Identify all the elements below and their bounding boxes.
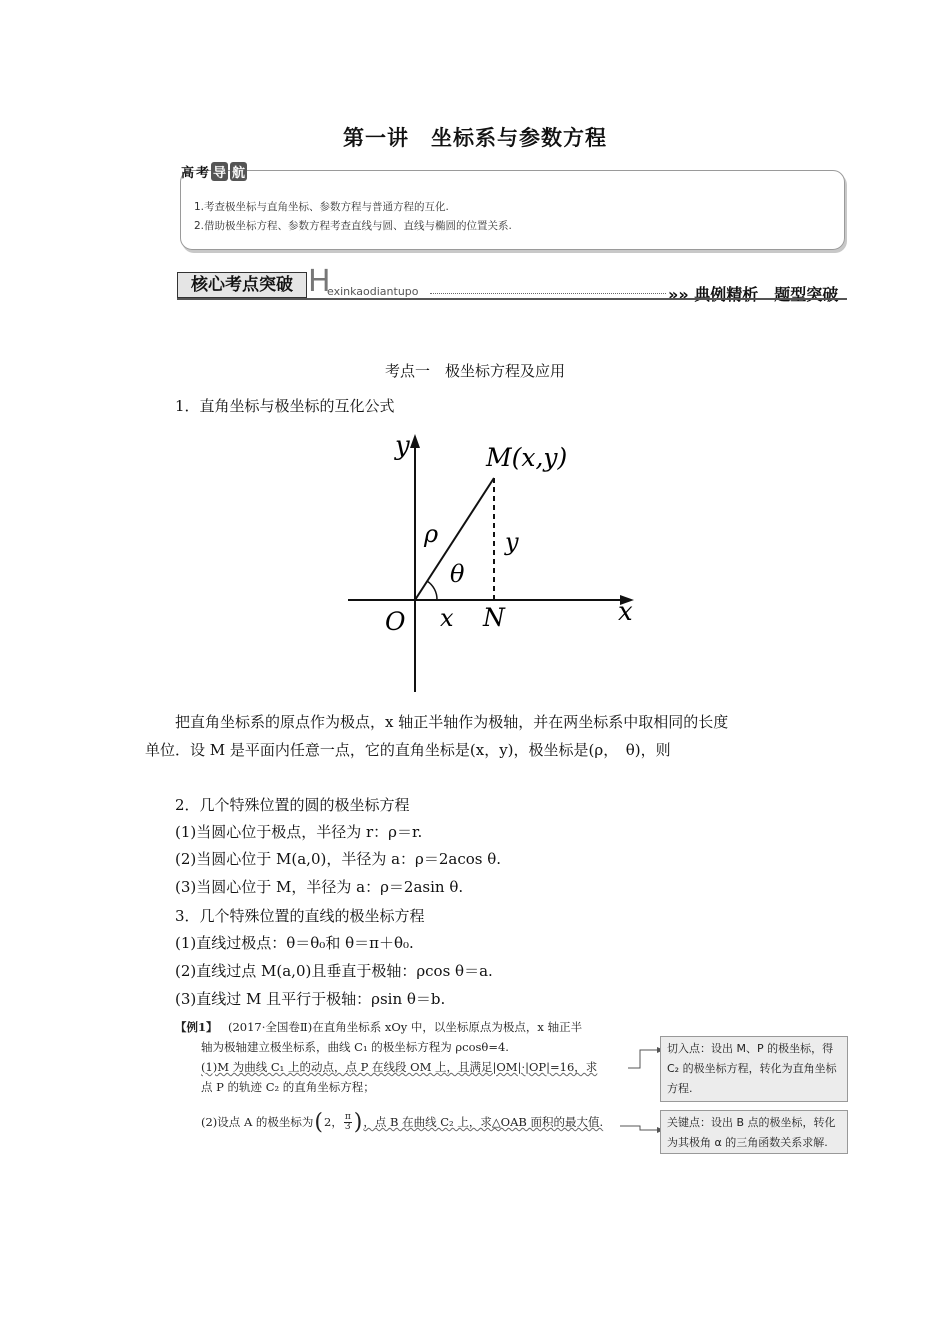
connector-line: [620, 1126, 660, 1130]
paren-left-icon: (: [314, 1110, 323, 1135]
origin-label: O: [385, 607, 406, 636]
example-line4: 点 P 的轨迹 C₂ 的直角坐标方程；: [201, 1080, 375, 1094]
example-line3: (1)M 为曲线 C₁ 上的动点，点 P 在线段 OM 上，且满足|OM|·|OP|=16，求: [201, 1060, 598, 1074]
fraction-denominator: 3: [344, 1122, 351, 1132]
connector-line: [628, 1050, 660, 1068]
y-arrow-icon: [410, 434, 420, 448]
divider: [177, 298, 847, 300]
polar-diagram: [340, 430, 650, 695]
example-line5-prefix: (2)设点 A 的极坐标为: [201, 1115, 314, 1129]
note-entry-point: 切入点：设出 M、P 的极坐标，得 C₂ 的极坐标方程，转化为直角坐标方程.: [660, 1036, 848, 1102]
angle-arc: [427, 581, 437, 600]
core-pinyin: exinkaodiantupo: [327, 285, 419, 298]
x-segment-label: x: [440, 604, 454, 632]
example-line5: [201, 1110, 604, 1135]
point-m-label: M(x,y): [486, 443, 568, 472]
fraction-numerator: π: [344, 1112, 351, 1122]
fraction: [344, 1113, 352, 1132]
paren-right-icon: ): [353, 1110, 363, 1135]
gaokao-tab-char: 高: [181, 165, 195, 181]
gaokao-tab: [181, 161, 247, 181]
example-line2: 轴为极轴建立极坐标系，曲线 C₁ 的极坐标方程为 ρcosθ=4.: [201, 1040, 509, 1054]
item2-heading: 2．几个特殊位置的圆的极坐标方程: [175, 796, 410, 814]
example-line1: (2017·全国卷Ⅱ)在直角坐标系 xOy 中，以坐标原点为极点，x 轴正半: [228, 1020, 583, 1034]
gaokao-tab-char: 航: [230, 162, 247, 181]
para1-line1: 把直角坐标系的原点作为极点，x 轴正半轴作为极轴，并在两坐标系中取相同的长度: [175, 713, 729, 731]
x-axis-label: x: [618, 597, 633, 627]
n-label: N: [483, 603, 505, 632]
gaokao-tab-char: 考: [196, 165, 210, 181]
item2-line2: (2)当圆心位于 M(a,0)，半径为 a：ρ＝2acos θ.: [175, 850, 502, 868]
theta-label: θ: [450, 560, 465, 588]
core-big-letter: H: [308, 264, 331, 299]
page-title: 第一讲 坐标系与参数方程: [343, 126, 607, 150]
item2-line3: (3)当圆心位于 M，半径为 a：ρ＝2asin θ.: [175, 878, 464, 896]
point-a-rho: 2，: [324, 1115, 343, 1129]
item3-line1: (1)直线过极点：θ＝θ₀和 θ＝π＋θ₀.: [175, 934, 414, 952]
note-connectors: [620, 1040, 665, 1145]
item1-heading: 1．直角坐标与极坐标的互化公式: [175, 397, 395, 415]
divider: [430, 293, 666, 294]
y-segment-label: y: [505, 528, 519, 556]
core-right-label: »» 典例精析 题型突破: [668, 285, 839, 304]
item2-line1: (1)当圆心位于极点，半径为 r：ρ＝r.: [175, 823, 423, 841]
core-label: 核心考点突破: [177, 272, 307, 298]
section-title: 考点一 极坐标方程及应用: [384, 362, 565, 380]
item3-heading: 3．几个特殊位置的直线的极坐标方程: [175, 907, 425, 925]
item3-line3: (3)直线过 M 且平行于极轴：ρsin θ＝b.: [175, 990, 446, 1008]
para1-line2: 单位．设 M 是平面内任意一点，它的直角坐标是(x，y)，极坐标是(ρ， θ)，则: [145, 741, 671, 759]
y-axis-label: y: [395, 431, 410, 461]
note-key-point: 关键点：设出 B 点的极坐标，转化为其极角 α 的三角函数关系求解.: [660, 1110, 848, 1154]
example-line5-suffix: ，点 B 在曲线 C₂ 上，求△OAB 面积的最大值.: [363, 1115, 604, 1129]
rho-label: ρ: [424, 520, 439, 548]
gaokao-line-2: 2.借助极坐标方程、参数方程考查直线与圆、直线与椭圆的位置关系.: [194, 220, 512, 232]
gaokao-tab-char: 导: [211, 162, 228, 181]
item3-line2: (2)直线过点 M(a,0)且垂直于极轴：ρcos θ＝a.: [175, 962, 493, 980]
example-tag: 【例1】: [175, 1020, 218, 1034]
gaokao-line-1: 1.考查极坐标与直角坐标、参数方程与普通方程的互化.: [194, 201, 449, 213]
